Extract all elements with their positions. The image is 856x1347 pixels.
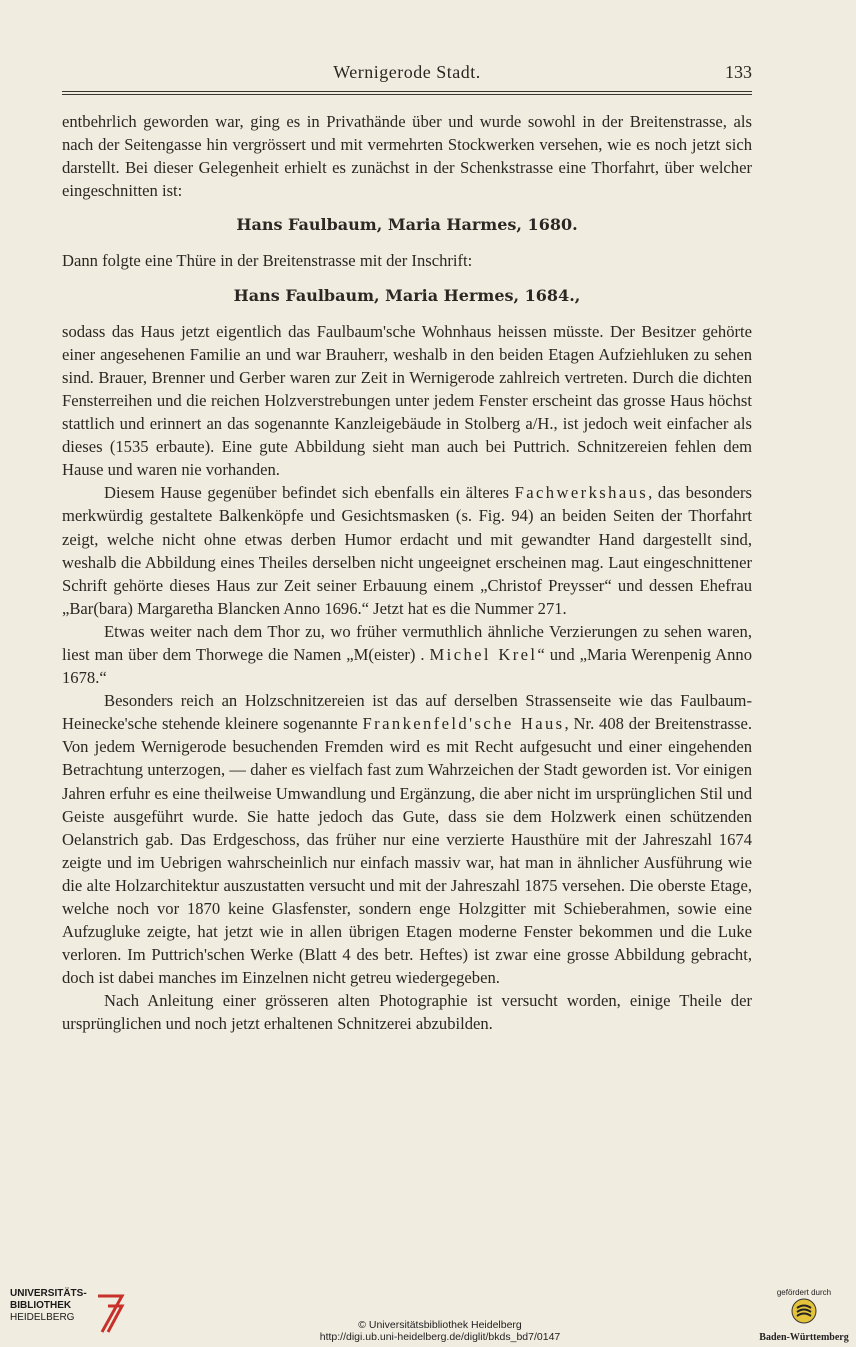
paragraph-5-after: , das besonders merkwürdig gestaltete Balkenköpfe und Gesichtsmasken (s. Fig. 94) an beiden Seiten der Thorfahrt zeigt, welche nicht ohne etwas derben Humor erdacht und mit gewandter Hand dargestellt sind, weshalb die Abbildung eines Theiles derselben nicht ungeeignet erscheinen mag. Laut eingeschnittener Schrift gehörte dieses Haus zur Zeit seiner Erbauung einem „Christof Preysser“ und dessen Ehefrau „Bar(bara) Margaretha Blancken Anno 1696.“ Jetzt hat es die Nummer 271. [62,483,752,618]
paragraph-7-spaced: Frankenfeld'sche Haus [362,714,565,734]
sponsor-block [756,1288,852,1343]
paragraph-7 [62,689,752,989]
library-name [10,1288,150,1324]
paragraph-6-before: Etwas weiter nach dem Thor zu, wo früher vermuthlich ähnliche Verzierungen zu sehen waren, liest man über dem Thorwege die Namen „M(eister) . [62,621,752,664]
baden-wuerttemberg-coat-of-arms-icon [790,1297,818,1325]
sponsor-label: gefördert durch [776,1288,832,1297]
running-title: Wernigerode Stadt. [333,62,481,82]
paragraph-6-spaced: Michel Krel [429,644,538,664]
paragraph-5-before: Diesem Hause gegenüber befindet sich ebenfalls ein älteres [104,483,515,503]
page-number: 133 [725,62,752,82]
paragraph-6-after: “ und „Maria Werenpenig Anno 1678.“ [62,644,752,688]
header-rule-bottom [62,94,752,95]
library-line-2: BIBLIOTHEK [10,1300,72,1311]
sponsor-name: Baden-Württemberg [759,1332,849,1343]
inscription-1684: Hans Faulbaum, Maria Hermes, 1684., [233,285,581,305]
running-header [62,58,752,92]
paragraph-0: entbehrlich geworden war, ging es in Privathände über und wurde sowohl in der Breitenstrasse, als nach der Seitengasse hin vergrössert und mit vermehrten Stockwerken versehen, wie es noch jetzt sich darstellt. Bei dieser Gelegenheit erhielt es zunächst in der Schenkstrasse eine Thorfahrt, über welcher eingeschnitten ist: [62,112,752,201]
inscription-1680: Hans Faulbaum, Maria Harmes, 1680. [236,215,578,235]
paragraph-8-before: Nach Anleitung einer grösseren alten Photographie ist versucht worden, einige Theile der ursprünglichen und noch jetzt erhaltenen Schnitzerei abzubilden. [62,991,752,1034]
paragraph-5 [62,481,752,620]
main-text [62,110,752,1036]
paragraph-6 [62,620,752,689]
paragraph-2: Dann folgte eine Thüre in der Breitenstrasse mit der Inschrift: [62,251,473,271]
paragraph-4: sodass das Haus jetzt eigentlich das Faulbaum'sche Wohnhaus heissen müsste. Der Besitzer gehörte einer angesehenen Familie an und war Brauherr, weshalb in den beiden Etagen Aufziehluken zu sehen sind. Brauer, Brenner und Gerber waren zur Zeit in Wernigerode zahlreich vertreten. Durch die dichten Fensterreihen und die reichen Holzverstrebungen unter jedem Fenster erscheint das grosse Haus höchst stattlich und erinnert an das sogenannte Kanzleigebäude in Stolberg a/H., ist jedoch weit einfacher als dieses (1535 erbaute). Eine gute Abbildung sieht man auch bei Puttrich. Schnitzereien fehlen dem Hause und waren nie vorhanden. [62,321,752,480]
library-line-1: UNIVERSITÄTS- [10,1288,87,1299]
ub-heidelberg-logo-icon [92,1292,126,1336]
library-logo[interactable] [10,1288,150,1340]
copyright-text: © Universitätsbibliothek Heidelberg [358,1319,522,1331]
permalink[interactable]: http://digi.ub.uni-heidelberg.de/diglit/bkds_bd7/0147 [319,1331,561,1343]
copyright-notice [250,1319,630,1343]
paragraph-8 [62,989,752,1035]
paragraph-7-after: , Nr. 408 der Breitenstrasse. Von jedem Wernigerode besuchenden Fremden wird es mit Recht aufgesucht und einer eingehenden Betrachtung unterzogen, — daher es vielfach fast zum Wahrzeichen der Stadt geworden ist. Vor einigen Jahren erfuhr es eine theilweise Umwandlung und Ergänzung, die aber nicht im ursprünglichen Stil und Geiste ausgeführt wurde. Sie hatte jedoch das Gute, dass sie dem Holzwerk einen schützenden Oelanstrich gab. Das Erdgeschoss, das früher nur eine verzierte Hausthüre mit der Jahreszahl 1674 zeigte und im Uebrigen wahrscheinlich nur einfach massiv war, hat man in ähnlicher Ausführung wie die alte Holzarchitektur auszustatten versucht und mit der Jahreszahl 1875 versehen. Die oberste Etage, welche noch vor 1870 keine Glasfenster, sondern enge Holzgitter mit Schieberahmen, sowie eine Aufzugluke zeigte, hat jetzt wie in allen übrigen Etagen moderne Fenster bekommen und die Luke verloren. Im Puttrich'schen Werke (Blatt 4 des betr. Heftes) ist zwar eine grosse Abbildung gebracht, doch ist dabei manches im Einzelnen nicht getreu wiedergegeben. [62,714,753,988]
paragraph-5-spaced: Fachwerkshaus [514,483,649,503]
header-rule-top [62,91,752,92]
paragraph-7-before: Besonders reich an Holzschnitzereien ist das auf derselben Strassenseite wie das Faulbaum-Heinecke'sche stehende kleinere sogenannte [62,691,752,734]
library-line-3: HEIDELBERG [10,1312,75,1323]
